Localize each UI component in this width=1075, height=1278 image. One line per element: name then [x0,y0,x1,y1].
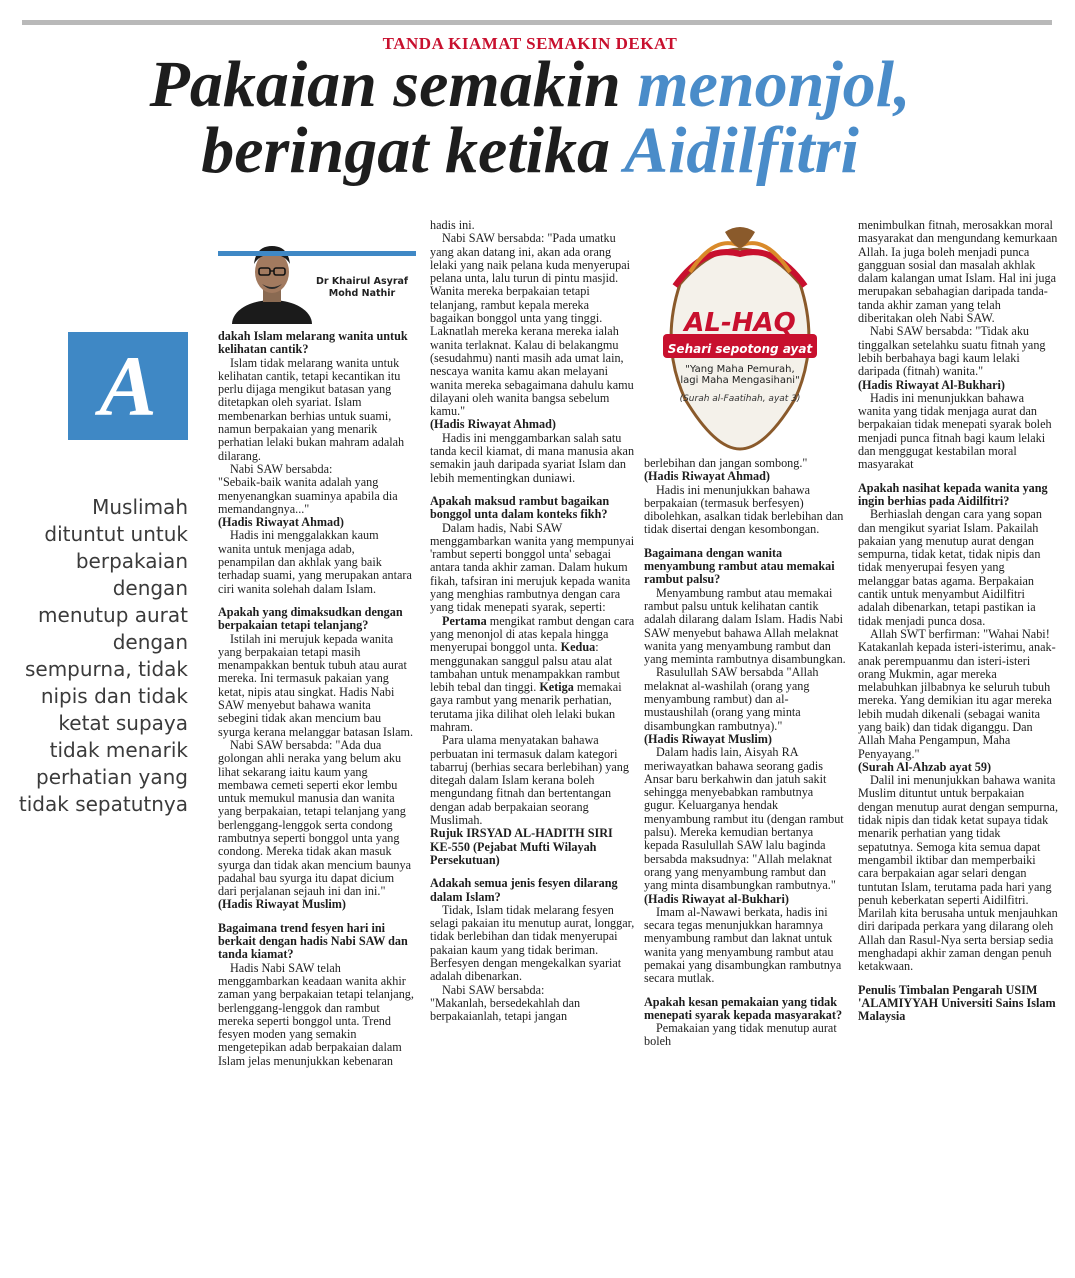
paragraph: Imam al-Nawawi berkata, hadis ini secara tegas menunjukkan haramnya menyambung rambut dan laknat untuk wanita yang menyambung rambut atau pemakai yang disambungkan rambutnya secara mutlak. [644,904,842,986]
paragraph: Dalil ini menunjukkan bahawa wanita Muslim dituntut untuk berpakaian dengan menutup aurat dengan sempurna, tidak nipis dan tidak ketat supaya tidak menarik perhatian yang tidak sepatutnya. Semoga kita semua dapat mengambil iktibar dan memperbaiki cara berpakaian agar selari dengan tuntutan Islam, terutama pada hari yang penuh keberkatan seperti Aidilfitri. Marilah kita berusaha untuk menjauhkan diri daripada perkara yang dilarang oleh Allah dan Rasul-Nya serta bersiap sedia menghadapi akhir zaman dengan penuh ketakwaan. [858,773,1058,974]
paragraph: Hadis ini menunjukkan bahawa berpakaian (termasuk berfesyen) dibolehkan, asalkan tidak berlebihan dan tidak disertai dengan kesombongan. [644,482,844,537]
paragraph: berlebihan dan jangan sombong." [644,457,808,470]
subheading: Adakah semua jenis fesyen dilarang dalam Islam? [430,876,618,904]
column-1 [218,330,414,1276]
paragraph: Berhiaslah dengan cara yang sopan dan mengikut syariat Islam. Pakailah pakaian yang menutup aurat dengan sempurna, tidak ketat, tidak nipis dan tidak menyerupai fesyen yang melanggar batas agama. Berpakaian cantik untuk menyambut Aidilfitri adalah dibenarkan, tetapi pastikan ia tidak menjadi punca dosa. [858,507,1042,628]
hadith-quote: "Makanlah, bersedekahlah dan berpakaianlah, tetapi jangan [430,995,581,1024]
emblem-subtitle: Sehari sepotong ayat [667,342,813,356]
headline-line1-dark: Pakaian semakin [149,48,638,121]
emblem-quote: "Yang Maha Pemurah, lagi Maha Mengasihani" [680,364,800,386]
emblem-reference: (Surah al-Faatihah, ayat 3) [679,394,801,404]
subheading: Bagaimana dengan wanita menyambung rambut atau memakai rambut palsu? [644,545,835,587]
paragraph: Rasulullah SAW bersabda "Allah melaknat al-washilah (orang yang menyambung rambut) dan al-mustaushilah (orang yang minta disambungkan rambutnya)." [644,665,819,733]
reference: Rujuk IRSYAD AL-HADITH SIRI KE-550 (Pejabat Mufti Wilayah Persekutuan) [430,826,613,867]
quran-source: (Surah Al-Ahzab ayat 59) [858,759,992,774]
paragraph: Tidak, Islam tidak melarang fesyen selagi pakaian itu menutup aurat, longgar, tidak berlebihan dan tidak menyerupai pakaian kaum yang tidak beriman. Berfesyen dengan mengekalkan syariat adalah dibenarkan. [430,902,635,984]
paragraph: Pertama mengikat rambut dengan cara yang menonjol di atas kepala hingga menyerupai bonggol unta. Kedua: menggunakan sanggul palsu atau alat tambahan untuk menampakkan rambut lebih tebal dan tinggi. Ketiga memakai gaya rambut yang menarik perhatian, terutama jika dilihat oleh lelaki bukan mahram. [430,613,635,734]
emblem-title: AL-HAQ [684,308,796,338]
hadith-source: (Hadis Riwayat al-Bukhari) [644,891,789,906]
hadith-source: (Hadis Riwayat Ahmad) [218,515,344,530]
headline [0,48,1060,187]
paragraph: Allah SWT berfirman: "Wahai Nabi! Katakanlah kepada isteri-isterimu, anak-anak perempuanmu dan isteri-isteri orang Mukmin, agar mereka melabuhkan jilbabnya ke seluruh tubuh mereka. Yang demikian itu agar mereka lebih mudah dikenali (sebagai wanita yang baik) dan tidak diganggu. Dan Allah Maha Pengampun, Maha Penyayang." [858,626,1056,761]
paragraph: Istilah ini merujuk kepada wanita yang berpakaian tetapi masih menampakkan bentuk tubuh atau aurat mereka. Ini termasuk pakaian yang ketat, nipis atau singkat. Hadis Nabi SAW menyebut bahawa wanita sebegini tidak akan mencium bau syurga kerana melanggar batasan Islam. [218,631,414,739]
paragraph: Dalam hadis lain, Aisyah RA meriwayatkan bahawa seorang gadis Ansar baru berkahwin dan jatuh sakit sehingga menyebabkan rambutnya gugur. Keluarganya hendak menyambung rambut itu (dengan rambut palsu). Mereka kemudian bertanya kepada Rasulullah SAW lalu baginda bersabda maksudnya: "Allah melaknat orang yang menyambung rambut dan yang minta disambungkan rambutnya." [644,745,844,893]
paragraph: Nabi SAW bersabda: [230,461,333,476]
ornament-frame-icon [655,224,825,454]
hadith-source: (Hadis Riwayat Ahmad) [644,469,770,484]
paragraph: Hadis ini menggambarkan salah satu tanda kecil kiamat, di mana manusia akan semakin jauh daripada syariat Islam dan lebih mementingkan duniawi. [430,430,635,485]
paragraph: menimbulkan fitnah, merosakkan moral masyarakat dan mengundang kemurkaan Allah. Ia juga boleh menjadi punca gangguan sosial dan masalah akhlak dalam kalangan umat Islam. Hal ini juga merupakan sebahagian daripada tanda-tanda akhir zaman yang telah diberitakan oleh Nabi SAW. [858,219,1058,326]
column-3 [644,457,846,1276]
pull-quote: Muslimah dituntut untuk berpakaian dengan menutup aurat dengan sempurna, tidak nipis dan tidak ketat supaya tidak menarik perhatian yang tidak sepatutnya [18,495,188,816]
author-photo [232,232,312,324]
paragraph: Dalam hadis, Nabi SAW menggambarkan wanita yang mempunyai 'rambut seperti bonggol unta' sebagai antara tanda akhir zaman. Dalam hukum fikah, tafsiran ini merujuk kepada wanita yang menghias rambutnya dengan cara yang tidak menepati syarak, seperti: [430,520,635,615]
hadith-source: (Hadis Riwayat Al-Bukhari) [858,377,1005,392]
author-footer: Penulis Timbalan Pengarah USIM 'ALAMIYYAH Universiti Sains Islam Malaysia [858,982,1056,1024]
hadith-source: (Hadis Riwayat Ahmad) [430,417,556,432]
paragraph: Nabi SAW bersabda: "Pada umatku yang akan datang ini, akan ada orang lelaki yang naik pelana kuda menyerupai pelana unta, lalu turun di pintu masjid. Wanita mereka berpakaian tetapi telanjang, rambut kepala mereka bagaikan bonggol unta yang tinggi. Laknatlah mereka kerana mereka ialah wanita terlaknat. Kalau di belakangmu (sesudahmu) nanti masih ada umat lain, nescaya wanita kamu akan melayani wanita mereka sebagaimana dahulu kamu dilayani oleh wanita bangsa sebelum kamu." [430,231,634,419]
headline-line2-dark: beringat ketika [201,114,625,187]
paragraph: Menyambung rambut atau memakai rambut palsu untuk kelihatan cantik adalah dilarang dalam Islam. Hadis Nabi SAW menyebut bahawa Allah melaknat wanita yang menyambung rambut dan yang meminta rambutnya disambungkan. [644,585,846,667]
paragraph: Nabi SAW bersabda: "Ada dua golongan ahli neraka yang belum aku lihat sekarang iaitu kaum yang membawa cemeti seperti ekor lembu untuk memukul manusia dan wanita yang berpakaian, tetapi telanjang yang berlenggang-lenggok serta condong rambutnya seperti bonggol unta yang condong. Mereka tidak akan masuk syurga dan tidak akan mencium baunya padahal bau syurga itu dapat dicium dari perjalanan sejauh ini dan ini." [218,737,412,899]
subheading: Apakah nasihat kepada wanita yang ingin berhias pada Aidilfitri? [858,480,1048,508]
headline-line2-blue: Aidilfitri [624,114,859,187]
subheading: dakah Islam melarang wanita untuk kelihatan cantik? [218,330,408,357]
paragraph: Pemakaian yang tidak menutup aurat boleh [644,1021,837,1049]
subheading: Apakah maksud rambut bagaikan bonggol unta dalam konteks fikh? [430,493,610,522]
author-name: Dr Khairul Asyraf Mohd Nathir [315,276,409,299]
paragraph: Hadis Nabi SAW telah menggambarkan keadaan wanita akhir zaman yang berpakaian tetapi telanjang, berlenggang-lenggok dan rambut mereka seperti bonggol unta. Trend fesyen moden yang semakin mengetepikan adab berpakaian dalam Islam jelas menunjukkan kebenaran [218,960,414,1068]
subheading: Apakah yang dimaksudkan dengan berpakaian tetapi telanjang? [218,604,403,633]
hadith-quote: "Sebaik-baik wanita adalah yang menyenangkan suaminya apabila dia memandangnya..." [218,475,398,516]
hadith-source: (Hadis Riwayat Muslim) [644,731,772,746]
subheading: Apakah kesan pemakaian yang tidak menepati syarak kepada masyarakat? [644,994,843,1022]
paragraph: hadis ini. [430,219,475,232]
hadith-source: (Hadis Riwayat Muslim) [218,897,346,912]
al-haq-emblem [655,224,825,454]
paragraph: Hadis ini menggalakkan kaum wanita untuk menjaga adab, penampilan dan akhlak yang baik terhadap suami, yang merupakan antara ciri wanita solehah dalam Islam. [218,528,412,596]
paragraph: Islam tidak melarang wanita untuk kelihatan cantik, tetapi kecantikan itu perlu dijaga mengikut batasan yang ditetapkan oleh syariat. Islam membenarkan berhias untuk suami, namun berpakaian yang menarik perhatian lelaki bukan mahram adalah dilarang. [218,355,405,463]
paragraph: Para ulama menyatakan bahawa perbuatan ini termasuk dalam kategori tabarruj (berhias secara berlebihan) yang ditegah dalam Islam kerana boleh mengundang fitnah dan bertentangan dengan adab berpakaian seorang Muslimah. [430,733,629,828]
kicker: TANDA KIAMAT SEMAKIN DEKAT [382,34,678,53]
paragraph: Hadis ini menunjukkan bahawa wanita yang tidak menjaga aurat dan berpakaian tidak menepati syarak boleh menjadi punca fitnah bagi kaum lelaki dan menggugat kestabilan moral masyarakat [858,390,1052,472]
drop-cap: A [68,332,188,440]
headline-line1-blue: menonjol, [637,48,911,121]
subheading: Bagaimana trend fesyen hari ini berkait dengan hadis Nabi SAW dan tanda kiamat? [218,920,408,962]
paragraph: Nabi SAW bersabda: "Tidak aku tinggalkan setelahku suatu fitnah yang lebih berbahaya bagi kaum lelaki daripada (fitnah) wanita." [858,324,1046,379]
byline-rule [218,251,416,256]
column-4 [858,219,1058,1276]
column-2 [430,219,635,1276]
paragraph: Nabi SAW bersabda: [442,982,545,997]
top-rule [22,20,1052,25]
